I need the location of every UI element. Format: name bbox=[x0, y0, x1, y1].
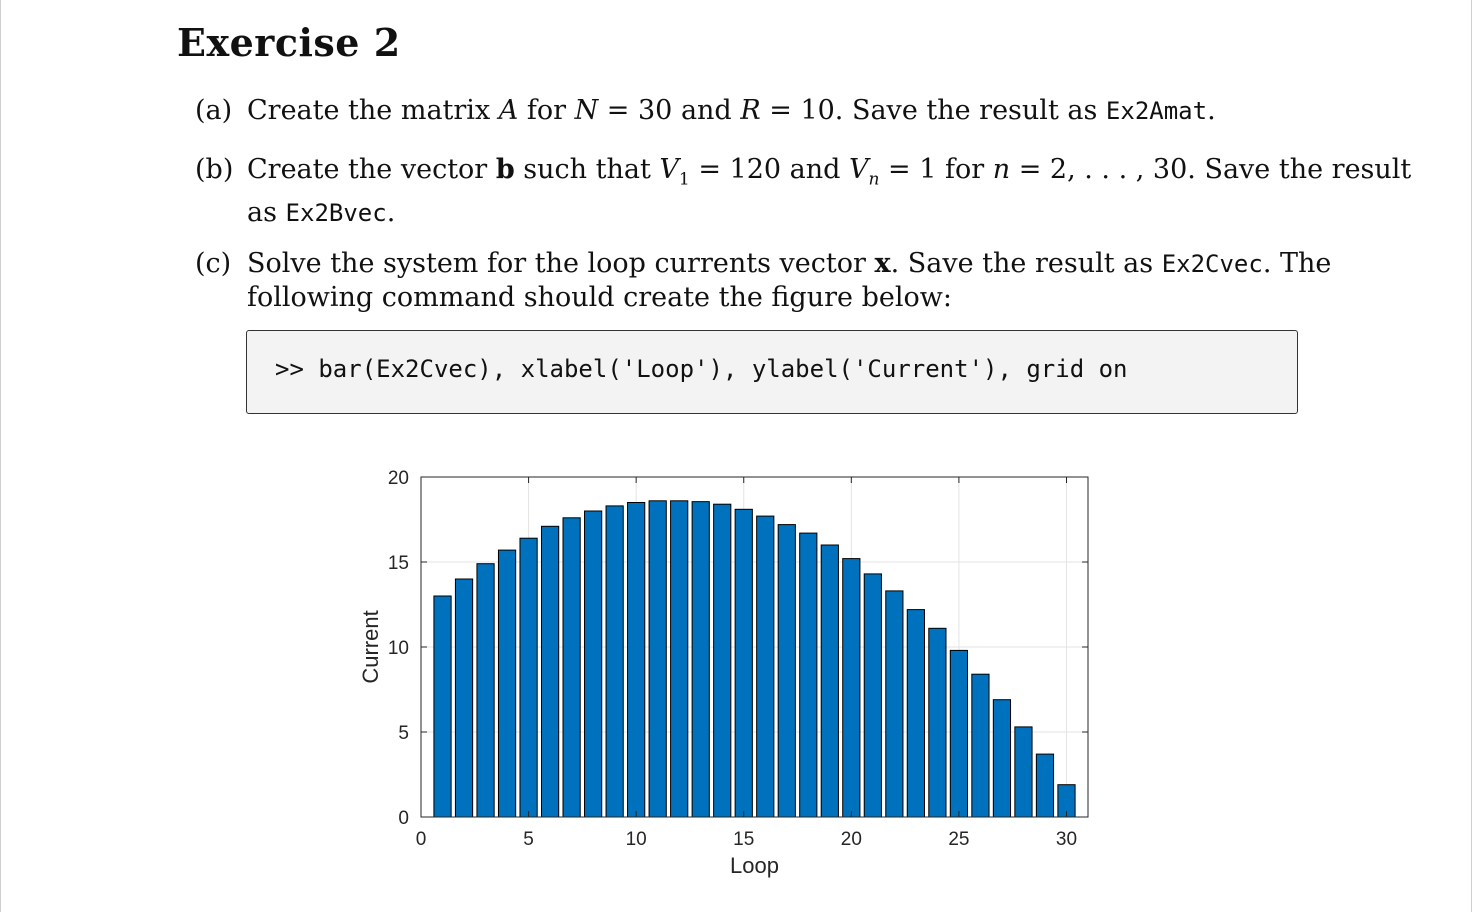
x-tick-label: 10 bbox=[625, 829, 647, 850]
bar-2 bbox=[455, 579, 472, 817]
y-tick-label: 20 bbox=[387, 468, 409, 489]
code-block bbox=[246, 330, 1298, 414]
x-tick-label: 30 bbox=[1055, 829, 1078, 850]
bar-20 bbox=[843, 559, 860, 817]
bar-3 bbox=[477, 564, 494, 817]
code-ex2bvec: Ex2Bvec bbox=[285, 199, 387, 228]
bar-15 bbox=[735, 509, 752, 817]
bar-9 bbox=[606, 506, 623, 817]
y-tick-label: 0 bbox=[398, 808, 409, 829]
bar-21 bbox=[864, 574, 881, 817]
bar-29 bbox=[1036, 754, 1053, 817]
bar-27 bbox=[993, 700, 1010, 817]
part-a-text: Create the matrix A for N = 30 and R = 10. Save the result as Ex2Amat. bbox=[247, 95, 1216, 126]
bar-12 bbox=[671, 501, 688, 817]
part-a bbox=[195, 94, 1301, 130]
bar-17 bbox=[778, 525, 795, 817]
bar-16 bbox=[757, 516, 774, 817]
part-b-label: (b) bbox=[195, 154, 234, 185]
x-axis-label: Loop bbox=[730, 853, 779, 878]
bar-7 bbox=[563, 518, 580, 817]
bar-5 bbox=[520, 538, 537, 817]
bar-6 bbox=[541, 526, 558, 817]
x-tick-label: 20 bbox=[840, 829, 862, 850]
x-tick-label: 15 bbox=[733, 829, 755, 850]
code-command: >> bar(Ex2Cvec), xlabel('Loop'), ylabel('Current'), grid on bbox=[275, 355, 1128, 383]
bar-11 bbox=[649, 501, 666, 817]
y-tick-label: 15 bbox=[387, 553, 409, 574]
bar-23 bbox=[907, 610, 924, 817]
bar-chart bbox=[341, 455, 1121, 895]
bar-4 bbox=[498, 550, 515, 817]
bar-8 bbox=[585, 511, 602, 817]
x-tick-label: 25 bbox=[948, 829, 970, 850]
bar-13 bbox=[692, 502, 709, 817]
part-a-label: (a) bbox=[195, 95, 233, 126]
x-tick-label: 5 bbox=[523, 829, 534, 850]
bar-22 bbox=[886, 591, 903, 817]
x-tick-label: 0 bbox=[415, 829, 427, 850]
part-b-text: Create the vector b such that $V_1 = 120$ and $V_n = 1$ for n = 2, . . . , 30. Save the result as Ex2Bvec. bbox=[247, 154, 1412, 229]
bar-24 bbox=[929, 628, 946, 817]
bar-25 bbox=[950, 650, 967, 817]
bar-14 bbox=[714, 504, 731, 817]
bar-19 bbox=[821, 545, 838, 817]
exercise-title: Exercise 2 bbox=[177, 20, 401, 65]
part-c-label: (c) bbox=[195, 248, 232, 279]
code-ex2cvec: Ex2Cvec bbox=[1161, 250, 1263, 278]
code-ex2amat: Ex2Amat bbox=[1105, 97, 1208, 125]
part-b bbox=[195, 153, 1412, 229]
y-tick-label: 10 bbox=[387, 638, 409, 659]
bar-1 bbox=[434, 596, 451, 817]
part-c-text: Solve the system for the loop currents vector x. Save the result as Ex2Cvec. The following command should create the figure below: bbox=[247, 248, 1332, 313]
bar-26 bbox=[972, 674, 989, 817]
bar-10 bbox=[628, 503, 645, 818]
bar-28 bbox=[1015, 727, 1032, 817]
bar-18 bbox=[800, 533, 817, 817]
y-axis-label: Current bbox=[358, 610, 383, 684]
y-tick-label: 5 bbox=[398, 723, 409, 744]
part-c bbox=[195, 247, 1332, 317]
